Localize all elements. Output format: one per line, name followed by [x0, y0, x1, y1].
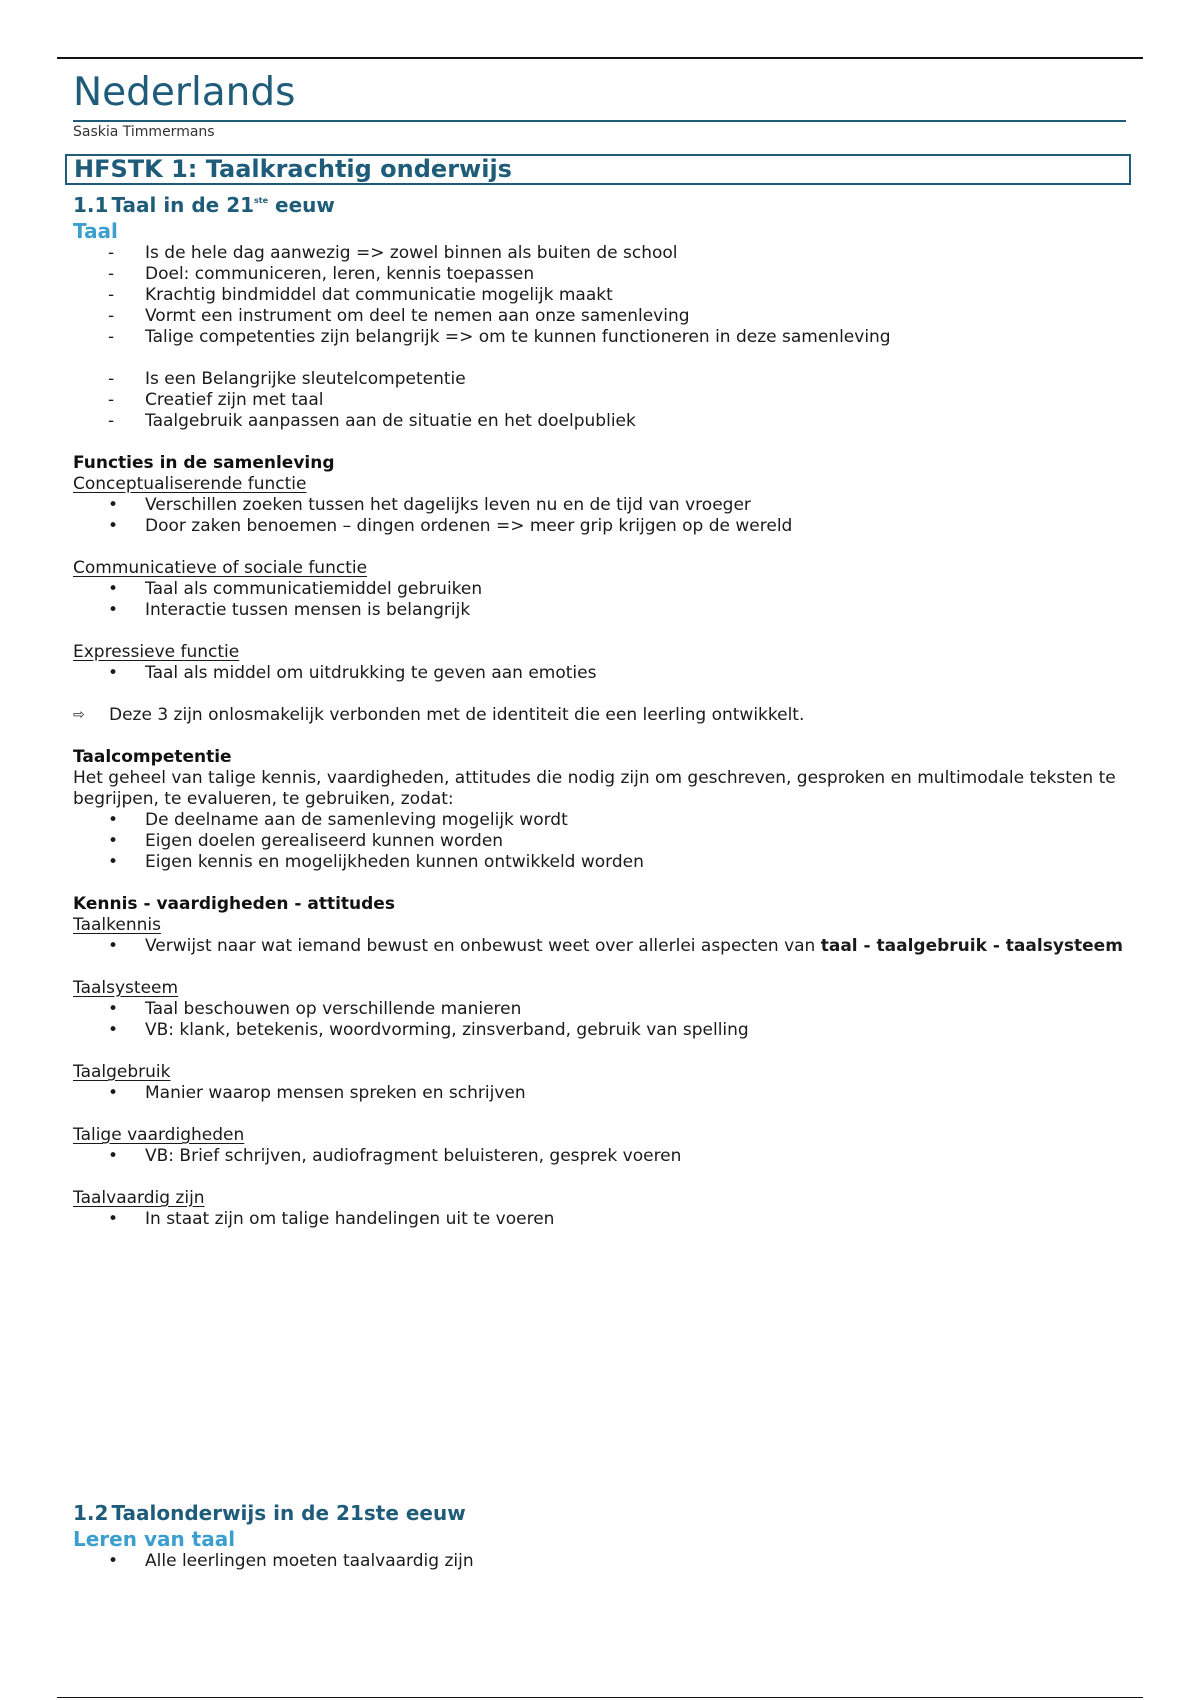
section-title-pre: Taal in de 21	[111, 193, 255, 217]
dash-marker: -	[108, 243, 115, 263]
taalkennis-bold-terms: taal - taalgebruik - taalsysteem	[820, 936, 1123, 956]
dash-marker: -	[108, 285, 115, 305]
bullet-marker: •	[108, 495, 119, 515]
leren-list	[73, 1551, 1143, 1572]
bullet-marker: •	[108, 516, 119, 536]
dash-marker: -	[108, 306, 115, 326]
conclusion-line	[73, 705, 1143, 726]
taalgebruik-list	[73, 1083, 1143, 1104]
page-top-rule	[57, 57, 1143, 59]
list-item: • VB: Brief schrijven, audiofragment beluisteren, gesprek voeren	[108, 1146, 682, 1166]
list-item: - Is de hele dag aanwezig => zowel binnen als buiten de school	[108, 243, 678, 263]
bullet-marker: •	[108, 810, 119, 830]
taal-list-a	[73, 243, 1143, 348]
bullet-marker: •	[108, 663, 119, 683]
communicative-title: Communicatieve of sociale functie	[73, 558, 368, 578]
bullet-marker: •	[108, 852, 119, 872]
arrow-icon: ⇨	[73, 707, 85, 723]
list-item: • De deelname aan de samenleving mogelijk wordt	[108, 810, 568, 830]
taalsysteem-list	[73, 999, 1143, 1041]
dash-marker: -	[108, 369, 115, 389]
section-number: 1.2	[73, 1501, 109, 1525]
section-number: 1.1	[73, 193, 109, 217]
bullet-marker: •	[108, 1083, 119, 1103]
bullet-marker: •	[108, 999, 119, 1019]
bullet-marker: •	[108, 936, 119, 956]
taalvaardig-title: Taalvaardig zijn	[73, 1188, 205, 1208]
list-item: • Verschillen zoeken tussen het dagelijks leven nu en de tijd van vroeger	[108, 495, 751, 515]
list-item: • Taal als communicatiemiddel gebruiken	[108, 579, 483, 599]
bullet-marker: •	[108, 831, 119, 851]
list-item: • Manier waarop mensen spreken en schrijven	[108, 1083, 526, 1103]
vaardigheden-list	[73, 1146, 1143, 1167]
conceptual-title: Conceptualiserende functie	[73, 474, 307, 494]
section-title: Taalonderwijs in de 21ste eeuw	[111, 1501, 466, 1525]
list-item: - Doel: communiceren, leren, kennis toepassen	[108, 264, 535, 284]
list-item: - Taalgebruik aanpassen aan de situatie en het doelpubliek	[108, 411, 636, 431]
section-heading-1-1	[73, 187, 1143, 219]
bullet-marker: •	[108, 579, 119, 599]
list-item: • Taal beschouwen op verschillende manieren	[108, 999, 522, 1019]
list-item: • Taal als middel om uitdrukking te geven aan emoties	[108, 663, 597, 683]
section-heading-1-2	[73, 1500, 1143, 1527]
taalgebruik-title: Taalgebruik	[73, 1062, 171, 1082]
list-item: - Vormt een instrument om deel te nemen aan onze samenleving	[108, 306, 690, 326]
list-item: • Alle leerlingen moeten taalvaardig zijn	[108, 1551, 474, 1571]
communicative-list	[73, 579, 1143, 621]
taalkennis-title: Taalkennis	[73, 915, 161, 935]
bullet-marker: •	[108, 1146, 119, 1166]
conceptual-list	[73, 495, 1143, 537]
list-item: • Door zaken benoemen – dingen ordenen => meer grip krijgen op de wereld	[108, 516, 793, 536]
section-title-post: eeuw	[268, 193, 335, 217]
list-item: • VB: klank, betekenis, woordvorming, zinsverband, gebruik van spelling	[108, 1020, 749, 1040]
dash-marker: -	[108, 411, 115, 431]
chapter-heading: HFSTK 1: Taalkrachtig onderwijs	[65, 154, 1131, 185]
competentie-text: Het geheel van talige kennis, vaardigheden, attitudes die nodig zijn om geschreven, gesproken en multimodale teksten te begrijpen, te evalueren, te gebruiken, zodat:	[73, 768, 1116, 809]
taalvaardig-list	[73, 1209, 1143, 1230]
document-title: Nederlands	[73, 70, 296, 115]
author-name: Saskia Timmermans	[73, 124, 215, 140]
kva-heading: Kennis - vaardigheden - attitudes	[73, 894, 395, 914]
functies-heading: Functies in de samenleving	[73, 453, 335, 473]
competentie-list	[73, 810, 1143, 873]
taalsysteem-title: Taalsysteem	[73, 978, 179, 998]
dash-marker: -	[108, 264, 115, 284]
page-bottom-rule	[57, 1697, 1143, 1698]
list-item: • Eigen doelen gerealiseerd kunnen worden	[108, 831, 504, 851]
taalkennis-list	[73, 936, 1143, 957]
section-title-sup: ste	[254, 196, 269, 205]
conclusion-text: Deze 3 zijn onlosmakelijk verbonden met de identiteit die een leerling ontwikkelt.	[109, 705, 805, 725]
bullet-marker: •	[108, 1551, 119, 1571]
bullet-marker: •	[108, 1020, 119, 1040]
list-item: • In staat zijn om talige handelingen uit te voeren	[108, 1209, 555, 1229]
vaardigheden-title: Talige vaardigheden	[73, 1125, 245, 1145]
list-item: - Is een Belangrijke sleutelcompetentie	[108, 369, 466, 389]
bullet-marker: •	[108, 600, 119, 620]
expressive-list	[73, 663, 1143, 684]
subheading-taal: Taal	[73, 219, 118, 243]
competentie-heading: Taalcompetentie	[73, 747, 232, 767]
list-item: • Interactie tussen mensen is belangrijk	[108, 600, 471, 620]
list-item: - Krachtig bindmiddel dat communicatie mogelijk maakt	[108, 285, 613, 305]
dash-marker: -	[108, 327, 115, 347]
list-item: • Verwijst naar wat iemand bewust en onbewust weet over allerlei aspecten van taal - taalgebruik - taalsysteem	[108, 936, 1123, 956]
dash-marker: -	[108, 390, 115, 410]
expressive-title: Expressieve functie	[73, 642, 240, 662]
list-item: • Eigen kennis en mogelijkheden kunnen ontwikkeld worden	[108, 852, 644, 872]
list-item: - Creatief zijn met taal	[108, 390, 324, 410]
taal-list-b	[73, 369, 1143, 432]
document-content	[73, 68, 1143, 1572]
title-underline	[73, 120, 1126, 122]
subheading-leren: Leren van taal	[73, 1527, 236, 1551]
bullet-marker: •	[108, 1209, 119, 1229]
list-item: - Talige competenties zijn belangrijk => om te kunnen functioneren in deze samenleving	[108, 327, 891, 347]
